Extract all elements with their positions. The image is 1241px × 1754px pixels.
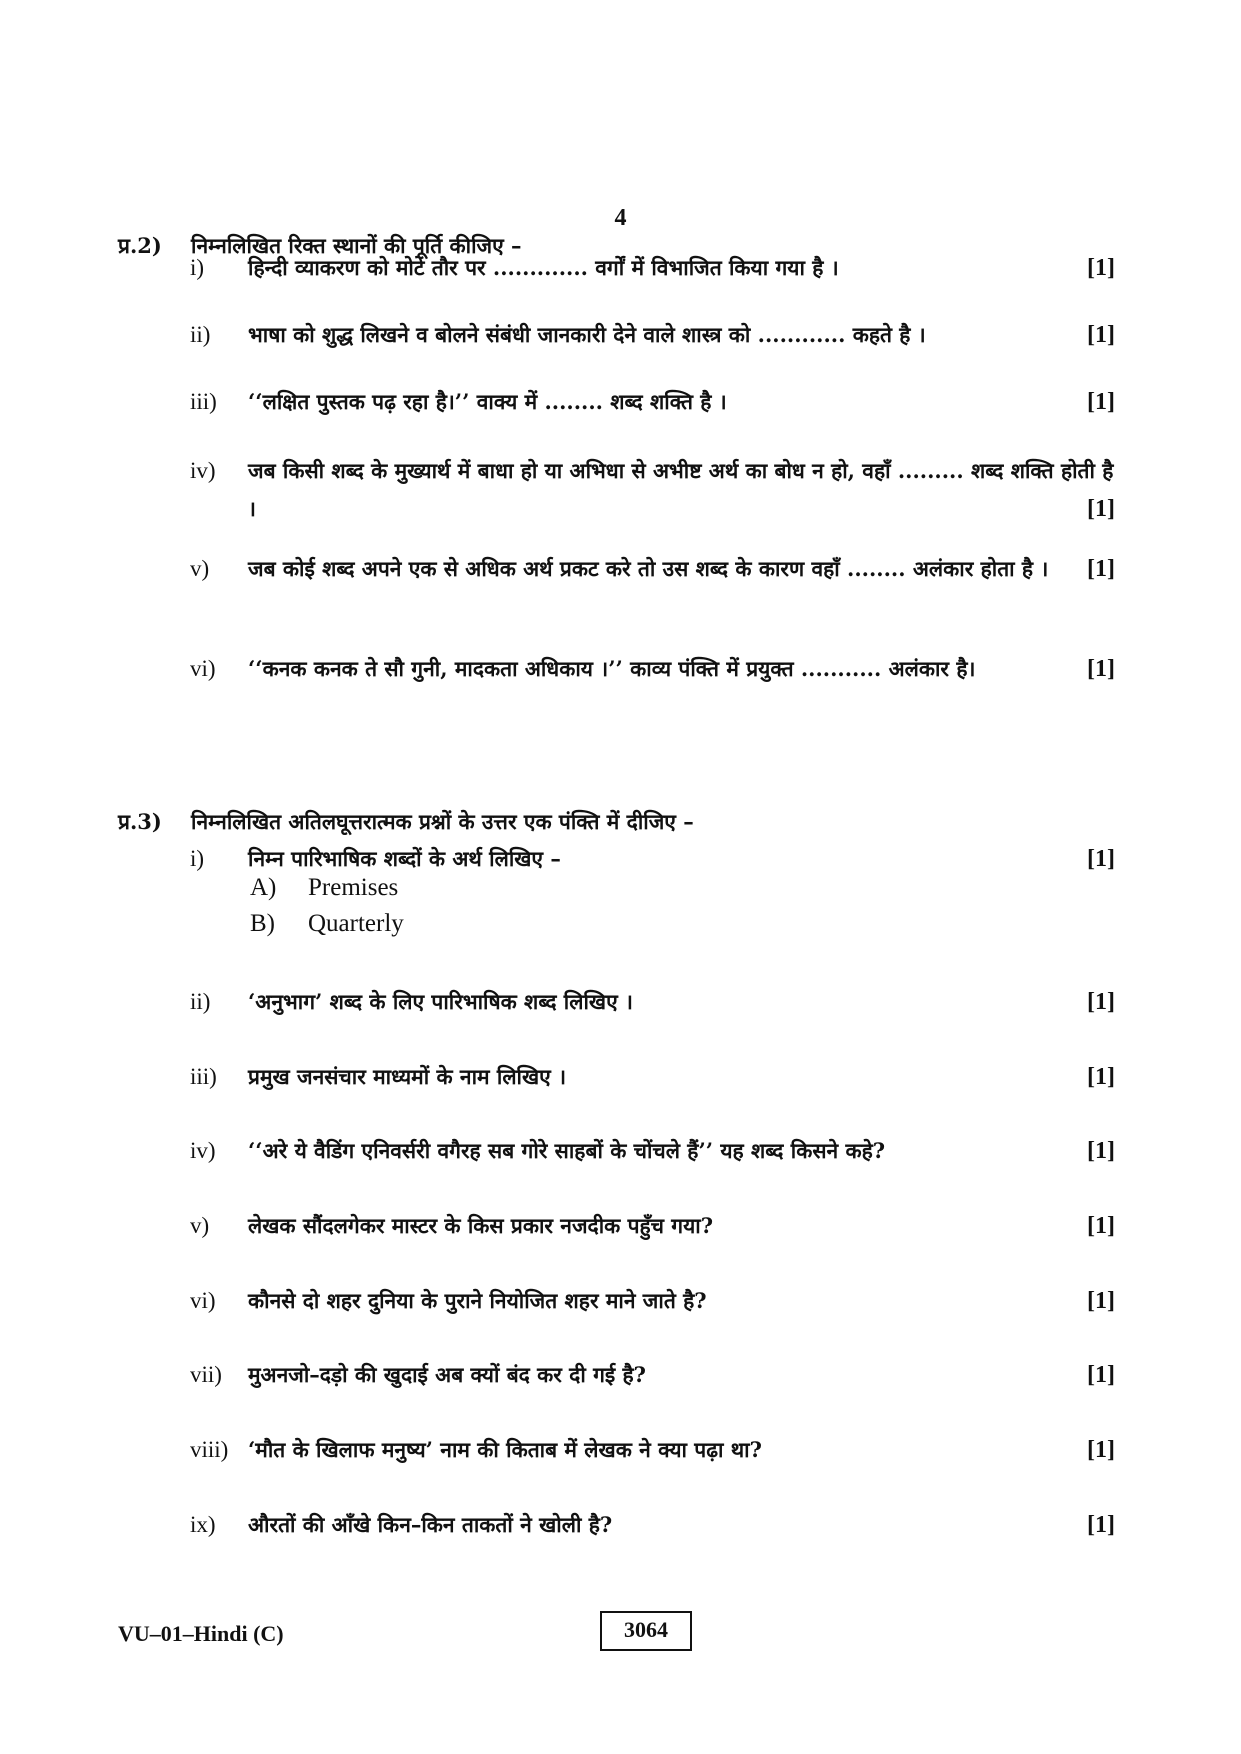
page-number: 4 [614, 205, 627, 231]
q3-item-ix: ix) औरतों की आँखे किन–किन ताकतों ने खोली है? [1] [190, 1506, 1115, 1544]
q3-item-v: v) लेखक सौंदलगेकर मास्टर के किस प्रकार नजदीक पहुँच गया? [1] [190, 1207, 1115, 1245]
marks: [1] [1087, 322, 1115, 348]
marks: [1] [1087, 1437, 1115, 1463]
q3-item-iii: iii) प्रमुख जनसंचार माध्यमों के नाम लिखिए । [1] [190, 1058, 1115, 1096]
question-3-number: प्र.3) [118, 809, 162, 834]
q2-item-iv: जब किसी शब्द के मुख्यार्थ में बाधा हो या अभिधा से अभीष्ट अर्थ का बोध न हो, वहाँ ......... शब्द शक्ति होती है । [1] [248, 452, 1115, 528]
marks: [1] [1087, 989, 1115, 1015]
q3-item-vii: vii) मुअनजो–दड़ो की खुदाई अब क्यों बंद कर दी गई है? [1] [190, 1356, 1115, 1394]
marks: [1] [1087, 556, 1115, 582]
marks: [1] [1087, 1288, 1115, 1314]
paper-code: VU–01–Hindi (C) [118, 1621, 284, 1646]
question-3-heading [118, 808, 694, 836]
question-2-number: प्र.2) [118, 233, 162, 258]
marks: [1] [1087, 255, 1115, 281]
q2-item-v-number: v) [190, 556, 210, 581]
marks: [1] [1087, 1213, 1115, 1239]
q2-item-iii: iii) ‘‘लक्षित पुस्तक पढ़ रहा है।’’ वाक्य में ........ शब्द शक्ति है । [1] [190, 383, 1115, 421]
q2-item-v: जब कोई शब्द अपने एक से अधिक अर्थ प्रकट करे तो उस शब्द के कारण वहाँ ........ अलंकार होता है । [1] [248, 550, 1115, 588]
marks: [1] [1087, 1064, 1115, 1090]
marks: [1] [1087, 496, 1115, 522]
marks: [1] [1087, 1138, 1115, 1164]
q2-item-ii: ii) भाषा को शुद्ध लिखने व बोलने संबंधी जानकारी देने वाले शास्त्र को ............ कहते है । [1] [190, 316, 1115, 354]
q3-item-iv: iv) ‘‘अरे ये वैडिंग एनिवर्सरी वगैरह सब गोरे साहबों के चोंचले हैं’’ यह शब्द किसने कहे? [1] [190, 1132, 1115, 1170]
option-b: B) Quarterly [250, 910, 404, 937]
page-code-box: 3064 [600, 1611, 692, 1651]
marks: [1] [1087, 389, 1115, 415]
question-2-instruction: निम्नलिखित रिक्त स्थानों की पूर्ति कीजिए – [191, 233, 522, 258]
q2-item-iv-number: iv) [190, 458, 216, 483]
option-a: A) Premises [250, 874, 399, 901]
marks: [1] [1087, 656, 1115, 682]
marks: [1] [1087, 1362, 1115, 1388]
question-3-instruction: निम्नलिखित अतिलघूत्तरात्मक प्रश्नों के उत्तर एक पंक्ति में दीजिए – [191, 809, 694, 834]
q3-item-viii: viii) ‘मौत के खिलाफ मनुष्य’ नाम की किताब में लेखक ने क्या पढ़ा था? [1] [190, 1431, 1115, 1469]
q3-item-vi: vi) कौनसे दो शहर दुनिया के पुराने नियोजित शहर माने जाते है? [1] [190, 1282, 1115, 1320]
marks: [1] [1087, 1512, 1115, 1538]
q3-item-ii: ii) ‘अनुभाग’ शब्द के लिए पारिभाषिक शब्द लिखिए । [1] [190, 983, 1115, 1021]
q2-item-i: i) हिन्दी व्याकरण को मोटे तौर पर ............. वर्गों में विभाजित किया गया है । [1] [190, 249, 1115, 287]
q3-item-i: i) निम्न पारिभाषिक शब्दों के अर्थ लिखिए – [1] [190, 840, 1115, 878]
marks: [1] [1087, 846, 1115, 872]
q2-item-vi: vi) ‘‘कनक कनक ते सौ गुनी, मादकता अधिकाय ।’’ काव्य पंक्ति में प्रयुक्त ........... अलंकार है। [1] [190, 650, 1115, 688]
